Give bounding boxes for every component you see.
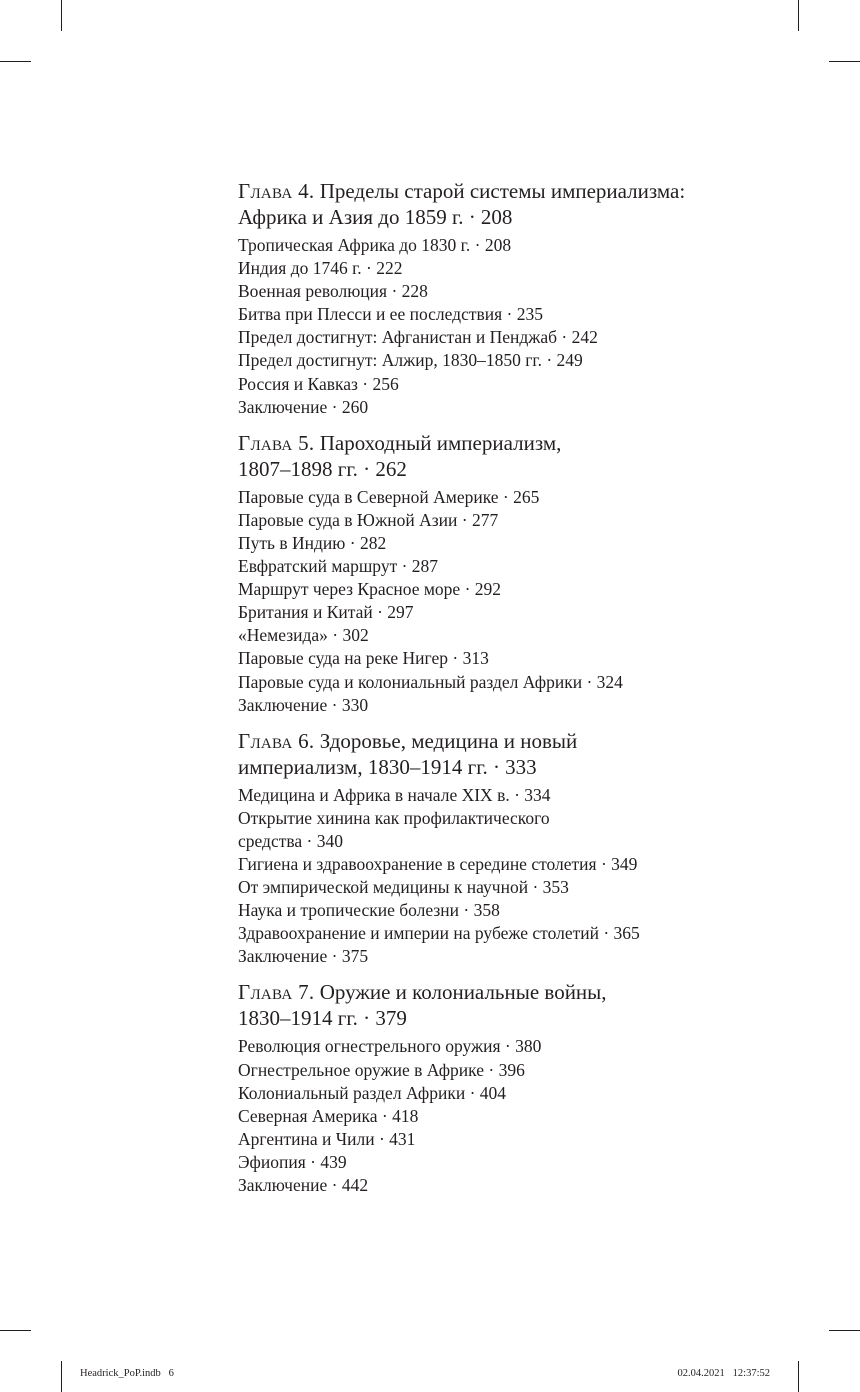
toc-entry: Аргентина и Чили · 431: [238, 1128, 416, 1149]
toc-entry: Паровые суда в Северной Америке · 265: [238, 486, 540, 507]
toc-entry: Колониальный раздел Африки · 404: [238, 1082, 507, 1103]
chapter-title-line1: Оружие и колониальные войны,: [319, 980, 607, 1005]
toc-entry: Заключение · 330: [238, 694, 369, 715]
table-of-contents: [238, 178, 758, 1197]
toc-entry: Эфиопия · 439: [238, 1151, 347, 1172]
crop-mark-top-left: [61, 0, 62, 31]
chapter-label: Глава 4.: [238, 179, 315, 203]
chapter-title-line1: Пределы старой системы империализма:: [319, 179, 686, 203]
toc-entry: «Немезида» · 302: [238, 625, 369, 646]
toc-entry: Маршрут через Красное море · 292: [238, 579, 502, 600]
chapter-title-line1: Пароходный империализм,: [319, 430, 562, 455]
chapter-title-line2: 1807–1898 гг. · 262: [238, 456, 407, 481]
toc-entry: Медицина и Африка в начале XIX в. · 334: [238, 784, 551, 805]
toc-entry: От эмпирической медицины к научной · 353: [238, 877, 569, 898]
toc-entry: Огнестрельное оружие в Африке · 396: [238, 1059, 525, 1080]
chapter-label: Глава 7.: [238, 980, 315, 1005]
toc-entry: Заключение · 375: [238, 946, 369, 967]
toc-entry: Заключение · 260: [238, 396, 369, 417]
toc-entry: средства · 340: [238, 830, 343, 851]
print-slug: [0, 1368, 860, 1382]
toc-entry: Тропическая Африка до 1830 г. · 208: [238, 235, 512, 255]
crop-mark-bottom-right-h: [829, 1330, 860, 1331]
chapter-6: [238, 728, 758, 969]
toc-entry: Паровые суда в Южной Азии · 277: [238, 509, 499, 530]
chapter-label: Глава 5.: [238, 430, 315, 455]
crop-mark-bottom-left-h: [0, 1330, 31, 1331]
chapter-title-line2: Африка и Азия до 1859 г. · 208: [238, 205, 513, 229]
chapter-7: [238, 979, 758, 1197]
slug-filename: Headrick_PoP.indb 6: [80, 1368, 174, 1379]
toc-entry: Британия и Китай · 297: [238, 602, 414, 623]
chapter-title-line2: 1830–1914 гг. · 379: [238, 1006, 407, 1031]
toc-entry: Заключение · 442: [238, 1175, 369, 1195]
toc-entry: Битва при Плесси и ее последствия · 235: [238, 304, 544, 325]
chapter-5: [238, 430, 758, 717]
slug-datetime: 02.04.2021 12:37:52: [677, 1368, 770, 1379]
toc-entry: Наука и тропические болезни · 358: [238, 900, 500, 921]
toc-entry: Открытие хинина как профилактического: [238, 807, 550, 828]
chapter-label: Глава 6.: [238, 728, 315, 753]
crop-mark-top-left-h: [0, 61, 31, 62]
toc-entry: Предел достигнут: Алжир, 1830–1850 гг. · 249: [238, 350, 583, 371]
toc-entry: Революция огнестрельного оружия · 380: [238, 1036, 542, 1057]
chapter-title-line1: Здоровье, медицина и новый: [319, 728, 578, 753]
toc-entry: Военная революция · 228: [238, 281, 428, 302]
chapter-title: [238, 979, 758, 1031]
toc-entry: Путь в Индию · 282: [238, 532, 387, 553]
crop-mark-top-right: [798, 0, 799, 31]
toc-entry: Гигиена и здравоохранение в середине столетия · 349: [238, 853, 638, 874]
toc-entry: Индия до 1746 г. · 222: [238, 258, 403, 279]
chapter-title: [238, 728, 758, 780]
toc-entry: Здравоохранение и империи на рубеже столетий · 365: [238, 923, 640, 944]
chapter-title: [238, 178, 758, 230]
chapter-title-line2: империализм, 1830–1914 гг. · 333: [238, 754, 537, 779]
toc-entry: Северная Америка · 418: [238, 1105, 419, 1126]
toc-entry: Россия и Кавказ · 256: [238, 373, 399, 394]
chapter-4: [238, 178, 758, 419]
toc-entry: Паровые суда и колониальный раздел Африки · 324: [238, 671, 623, 692]
toc-entry: Паровые суда на реке Нигер · 313: [238, 648, 489, 669]
chapter-title: [238, 430, 758, 482]
crop-mark-top-right-h: [829, 61, 860, 62]
toc-entry: Предел достигнут: Афганистан и Пенджаб · 242: [238, 327, 598, 348]
toc-entry: Евфратский маршрут · 287: [238, 556, 439, 577]
